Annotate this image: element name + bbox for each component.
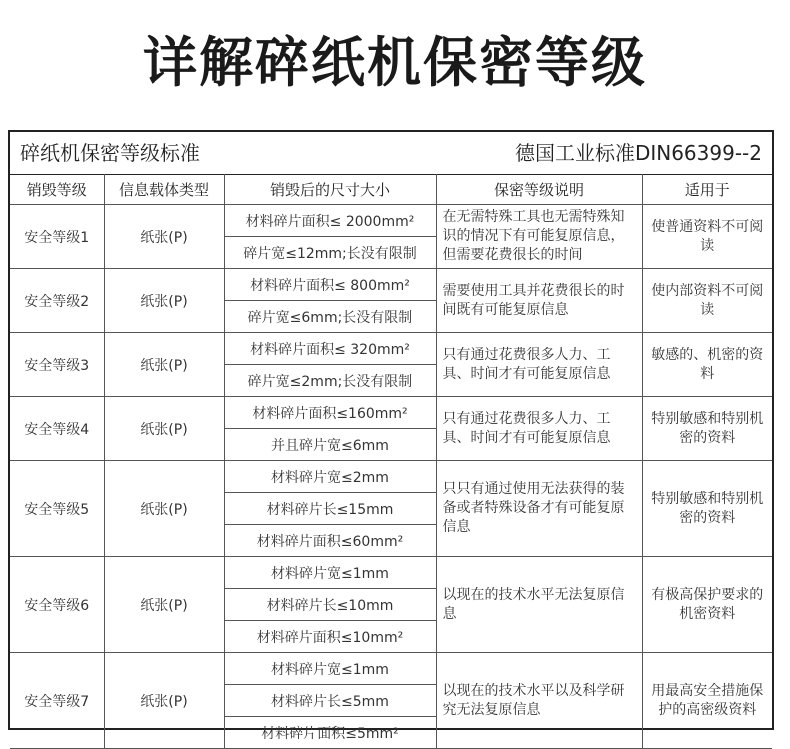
security-level-table — [10, 174, 772, 749]
applies-to: 用最高安全措施保护的高密级资料 — [642, 653, 772, 749]
carrier-type: 纸张(P) — [104, 461, 224, 557]
table-row — [10, 269, 772, 301]
size-spec: 碎片宽≤6mm;长没有限制 — [224, 301, 436, 333]
security-level-label: 安全等级1 — [10, 205, 104, 269]
security-description: 需要使用工具并花费很长的时间既有可能复原信息 — [436, 269, 642, 333]
table-row — [10, 397, 772, 429]
carrier-type: 纸张(P) — [104, 653, 224, 749]
security-level-label: 安全等级4 — [10, 397, 104, 461]
size-spec: 材料碎片面积≤60mm² — [224, 525, 436, 557]
size-spec: 材料碎片长≤10mm — [224, 589, 436, 621]
applies-to: 有极高保护要求的机密资料 — [642, 557, 772, 653]
table-row — [10, 461, 772, 493]
column-header-description: 保密等级说明 — [436, 174, 642, 205]
size-spec: 材料碎片面积≤ 2000mm² — [224, 205, 436, 237]
page-title: 详解碎纸机保密等级 — [143, 31, 647, 94]
security-level-label: 安全等级3 — [10, 333, 104, 397]
column-header-applies: 适用于 — [642, 174, 772, 205]
size-spec: 材料碎片宽≤2mm — [224, 461, 436, 493]
size-spec: 材料碎片面积≤160mm² — [224, 397, 436, 429]
standard-table-sheet — [8, 130, 774, 742]
size-spec: 并且碎片宽≤6mm — [224, 429, 436, 461]
security-level-label: 安全等级5 — [10, 461, 104, 557]
sheet-header-title: 碎纸机保密等级标准 — [20, 141, 200, 165]
table-row — [10, 205, 772, 237]
column-header-level: 销毁等级 — [10, 174, 104, 205]
carrier-type: 纸张(P) — [104, 333, 224, 397]
security-description: 只有通过花费很多人力、工具、时间才有可能复原信息 — [436, 397, 642, 461]
sheet-header-standard: 德国工业标准DIN66399--2 — [514, 141, 762, 165]
security-level-label: 安全等级6 — [10, 557, 104, 653]
table-row — [10, 557, 772, 589]
table-row — [10, 333, 772, 365]
carrier-type: 纸张(P) — [104, 557, 224, 653]
column-header-size: 销毁后的尺寸大小 — [224, 174, 436, 205]
size-spec: 材料碎片面积≤ 800mm² — [224, 269, 436, 301]
size-spec: 材料碎片面积≤5mm² — [224, 717, 436, 749]
security-level-label: 安全等级2 — [10, 269, 104, 333]
sheet-header — [10, 132, 772, 175]
size-spec: 材料碎片宽≤1mm — [224, 653, 436, 685]
carrier-type: 纸张(P) — [104, 397, 224, 461]
security-level-label: 安全等级7 — [10, 653, 104, 749]
size-spec: 材料碎片面积≤ 320mm² — [224, 333, 436, 365]
column-header-carrier: 信息载体类型 — [104, 174, 224, 205]
applies-to: 特别敏感和特别机密的资料 — [642, 397, 772, 461]
table-row — [10, 653, 772, 685]
applies-to: 使普通资料不可阅读 — [642, 205, 772, 269]
size-spec: 碎片宽≤12mm;长没有限制 — [224, 237, 436, 269]
size-spec: 碎片宽≤2mm;长没有限制 — [224, 365, 436, 397]
security-description: 只只有通过使用无法获得的装备或者特殊设备才有可能复原信息 — [436, 461, 642, 557]
size-spec: 材料碎片面积≤10mm² — [224, 621, 436, 653]
size-spec: 材料碎片长≤15mm — [224, 493, 436, 525]
applies-to: 使内部资料不可阅读 — [642, 269, 772, 333]
security-description: 在无需特殊工具也无需特殊知识的情况下有可能复原信息，但需要花费很长的时间 — [436, 205, 642, 269]
security-description: 以现在的技术水平无法复原信息 — [436, 557, 642, 653]
table-header-row — [10, 174, 772, 205]
applies-to: 敏感的、机密的资料 — [642, 333, 772, 397]
applies-to: 特别敏感和特别机密的资料 — [642, 461, 772, 557]
carrier-type: 纸张(P) — [104, 205, 224, 269]
security-description: 只有通过花费很多人力、工具、时间才有可能复原信息 — [436, 333, 642, 397]
carrier-type: 纸张(P) — [104, 269, 224, 333]
size-spec: 材料碎片长≤5mm — [224, 685, 436, 717]
size-spec: 材料碎片宽≤1mm — [224, 557, 436, 589]
security-description: 以现在的技术水平以及科学研究无法复原信息 — [436, 653, 642, 749]
